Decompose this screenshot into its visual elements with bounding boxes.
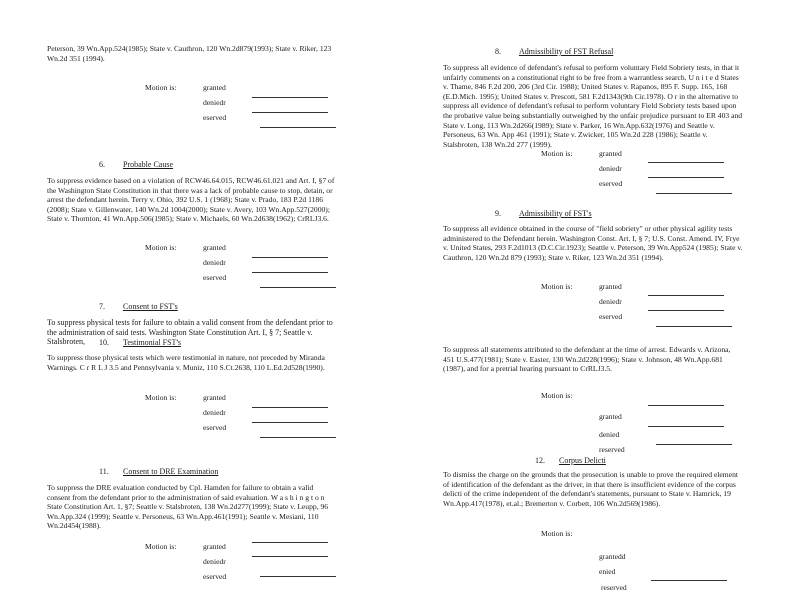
motion-option-denied: deniedr [203,408,226,417]
motion-option-denied: deniedr [599,297,622,306]
section-12-body: To dismiss the charge on the grounds that the prosecution is unable to prove the required element of identification of the defendant as the driver, in that there is insufficient evidence of the corpus delicti of the crime independent of the defendant's statements, pursuant to State v. Hamrick, 19 Wn.App.417(1978), et.al.; Bremerton v. Corbett, 106 Wn.2d569(1986). [443,470,738,508]
signature-line [656,326,732,327]
motion-option-reserved: eserved [599,312,623,321]
motion-option-denied: deniedr [599,164,622,173]
motion-option-reserved: eserved [599,179,623,188]
left-top-citation [47,44,337,63]
signature-line [252,407,328,408]
signature-line [252,97,328,98]
motion-block-5 [541,149,741,197]
motion-option-reserved: eserved [203,273,227,282]
signature-line [260,437,336,438]
signature-line [260,127,336,128]
signature-line [656,193,732,194]
signature-line [252,257,328,258]
section-6-heading: 6. Probable Cause [99,160,173,169]
motion-option-denied: deniedr [203,557,226,566]
motion-option-reserved: reserved [599,445,625,454]
section-12-heading: 12. Corpus Delicti [535,456,606,465]
signature-line [252,422,328,423]
signature-line [252,272,328,273]
signature-line [260,576,336,577]
section-6-body: To suppress evidence based on a violation of RCW46.64.015, RCW46.61.021 and Art. I, §7 of the Washington State Constitution in that there was a lack of probable cause to stop, detain, or arrest the defendant herein. Terry v. Ohio, 392 U.S. 1 (1968); State v. Prado, 183 P.2d 1186 (2008); State v. Gillenwater, 140 Wn.2d 1004(2000); State v. Avery, 103 Wn.App.527(2000); State v. Thornton, 41 Wn.App.506(1985); State v. Michaels, 60 Wn.2d638(1962); CrRLJ3.6. [47,176,335,224]
signature-line [648,162,724,163]
signature-line [648,177,724,178]
motion-option-granted: granted [599,282,622,291]
motion-option-denied: denied [599,430,620,439]
motion-option-granted: granted [203,542,226,551]
section-10-heading: 10. Testimonial FST's [99,338,181,347]
section-7-heading: 7. Consent to FST's [99,302,178,311]
section-9-body: To suppress all evidence obtained in the course of "field sobriety" or other physical agility tests administered to the Defendant herein. Washington Const. Art. I, § 7; U.S. Const. Amend. IV, Frye v. United States, 293 F.2d1013 (D.C.Cir.1923); Seattle v. Peterson, 39 Wn.App524 (1985); State v. Cauthron, 120 Wn.2d 879 (1993); State v. Riker, 123 Wn.2d 351 (1994). [443,224,743,262]
signature-line [648,426,724,427]
section-8-body: To suppress all evidence of defendant's refusal to perform voluntary Field Sobriety tests, in that it unfairly comments on a constitutional right to be free from a warrantless search. U n i t e d States v. Thame, 846 F.2d 200, 206 (3rd Cir. 1988); United States v. Rapanos, 895 F. Supp. 165, 168 (E.D.Mich. 1995); United States v. Prescott, 581 F.2d1343(9th Cir.1978). O r in the alternative to suppress all evidence of defendant's refusal to perform voluntary Field Sobriety tests based upon the probative value being substantially outweighed by the unfair prejudice pursuant to ER 403 and State v. Long, 113 Wn.2d266(1989); State v. Parker, 16 Wn.App.632(1976) and Seattle v. Personeus, 63 Wn. App 461 (1991); State v. Zwicker, 105 Wn.2d 228 (1986); Seattle v. Stalsbroten, 138 Wn.2d 277 (1999). [443,63,743,149]
motion-option-reserved: reserved [601,583,627,592]
motion-option-denied: deniedr [203,98,226,107]
left-top-citation-text: Peterson, 39 Wn.App.524(1985); State v. Cauthron, 120 Wn.2d879(1993); State v. Riker, 123 Wn.2d 351 (1994). [47,44,332,63]
motion-option-granted: granted [203,243,226,252]
motion-option-reserved: eserved [203,572,227,581]
motion-option-denied: deniedr [203,258,226,267]
signature-line [252,556,328,557]
motion-label: Motion is: [541,149,573,158]
signature-line [648,295,724,296]
statements-body: To suppress all statements attributed to the defendant at the time of arrest. Edwards v. Arizona, 451 U.S.477(1981); State v. Easter, 130 Wn.2d228(1996); State v. Johnson, 48 Wn.App.681 (1987), and for a pretrial hearing pursuant to CrRLJ3.5. [443,345,731,374]
section-10-body: To suppress those physical tests which were testimonial in nature, not preceded by Miranda Warnings. C r R L J 3.5 and Pennsylvania v. Muniz, 110 S.Ct.2638, 110 L.Ed.2d528(1990). [47,353,325,372]
motion-block-2 [145,243,345,295]
section-8-heading: 8. Admissibility of FST Refusal [495,47,614,56]
motion-label: Motion is: [541,391,573,400]
section-7-body: To suppress physical tests for failure to obtain a valid consent from the defendant prior to the administration of said tests. Washington State Constitution Art. I, § 7; Seattle v. Stalsbroten, [47,318,333,347]
motion-label: Motion is: [541,529,573,538]
motion-option-granted: grantedd [599,552,626,561]
section-11-heading: 11. Consent to DRE Examination [99,467,219,476]
section-11-body: To suppress the DRE evaluation conducted by Cpl. Hamden for failure to obtain a valid consent from the defendant prior to the administration of said evaluation. W a s h i n g t o n State Constitution Art. 1, §7; Seattle v. Stalsbroten, 138 Wn.2d277(1999); State v. Leupp, 96 Wn.App.324 (1999); Seattle v. Personeus, 63 Wn.App.461(1991); Seattle v. Mesiani, 110 Wn.2d454(1988). [47,483,329,531]
motion-option-reserved: eserved [203,423,227,432]
motion-block-1 [145,83,345,135]
motion-block-4 [145,542,345,594]
motion-option-denied: enied [599,567,616,576]
motion-option-granted: granted [599,149,622,158]
motion-option-granted: granted [203,393,226,402]
motion-label: Motion is: [145,243,177,252]
motion-block-8 [541,529,741,595]
motion-label: Motion is: [145,393,177,402]
signature-line [252,112,328,113]
motion-option-reserved: eserved [203,113,227,122]
motion-block-6 [541,282,741,330]
signature-line [648,405,724,406]
signature-line [648,310,724,311]
signature-line [656,444,732,445]
motion-label: Motion is: [541,282,573,291]
signature-line [252,542,328,543]
signature-line [651,580,727,581]
motion-label: Motion is: [145,542,177,551]
motion-block-7 [541,391,741,453]
motion-option-granted: granted [203,83,226,92]
motion-block-3 [145,393,345,445]
signature-line [260,287,336,288]
section-9-heading: 9. Admissibility of FST's [495,209,592,218]
motion-label: Motion is: [145,83,177,92]
motion-option-granted: granted [599,412,622,421]
